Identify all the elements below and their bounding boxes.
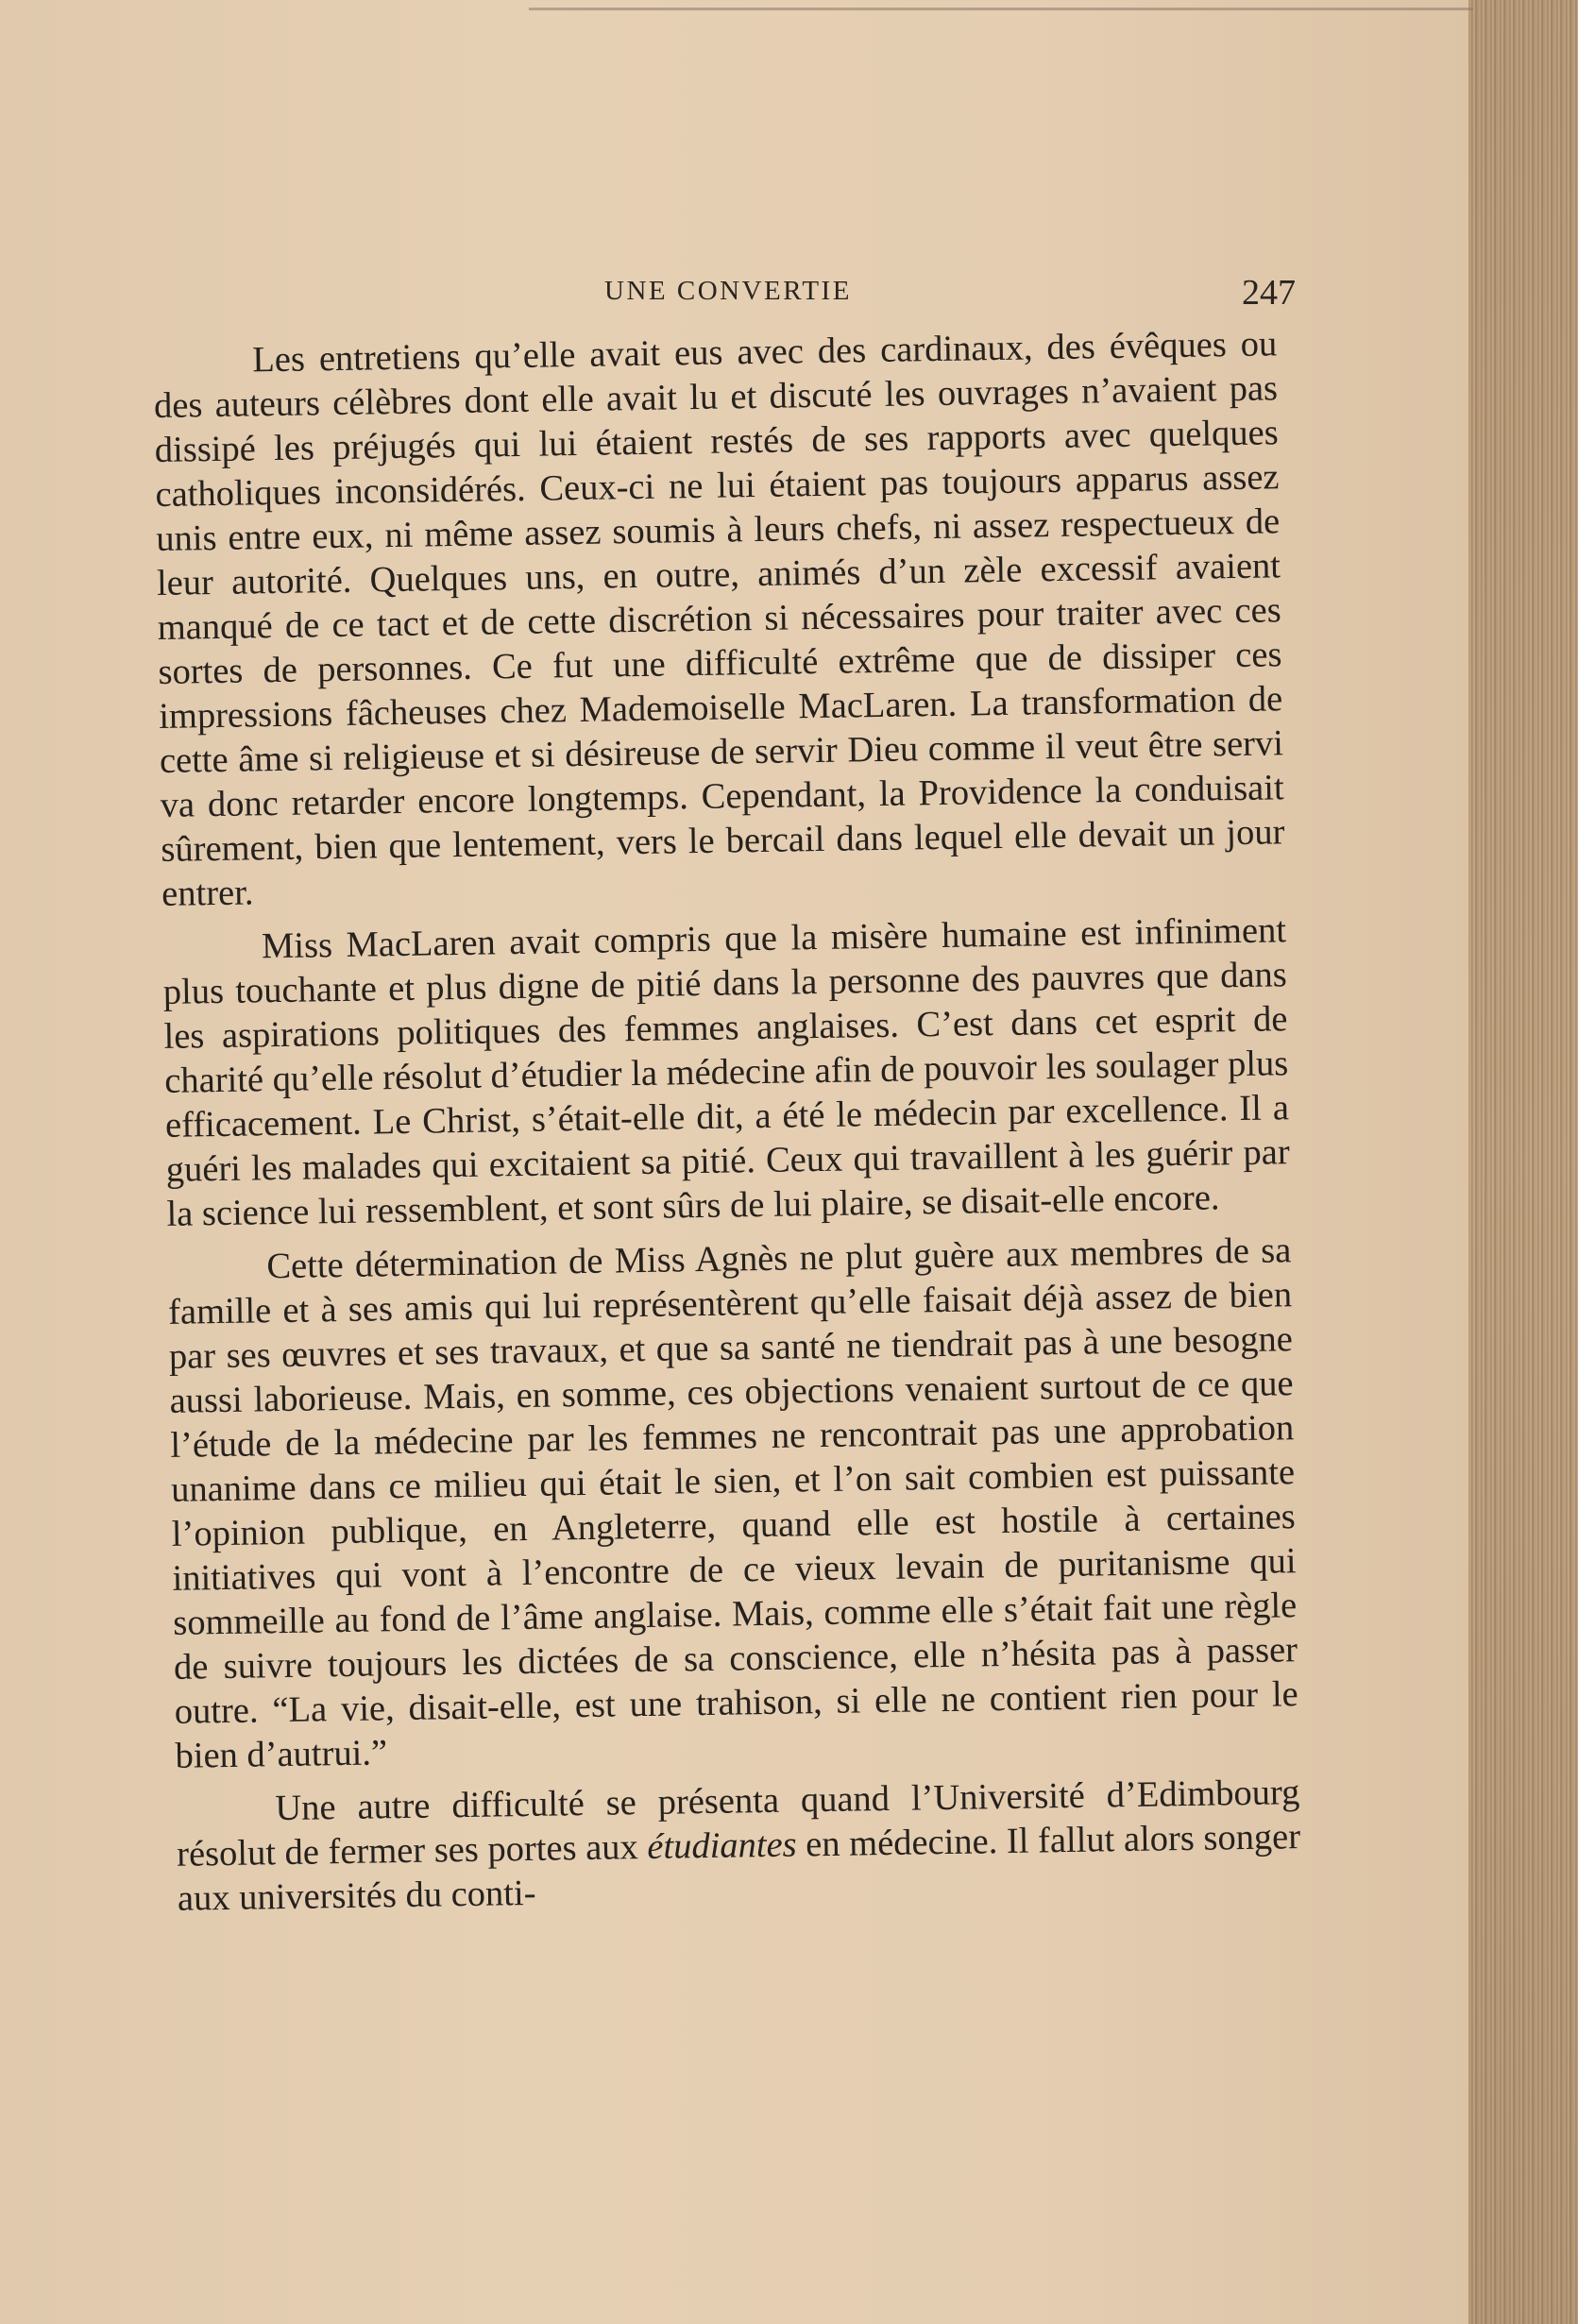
running-head: UNE CONVERTIE [604,276,852,306]
paragraph-1: Les entretiens qu’elle avait eus avec des cardinaux, des évêques ou des auteurs célèbres dont elle avait lu et discuté les ouvrages n’avaient pas dissipé les préjugés qui lui étaient restés de ses rapports avec quelques catholiques inconsidérés. Ceux-ci ne lui étaient pas toujours apparus assez unis entre eux, ni même assez soumis à leurs chefs, ni assez respectueux de leur autorité. Quelques uns, en outre, animés d’un zèle excessif avaient manqué de ce tact et de cette discrétion si nécessaires pour traiter avec ces sortes de personnes. Ce fut une difficulté extrême que de dissiper ces impressions fâcheuses chez Mademoiselle MacLaren. La transformation de cette âme si religieuse et si désireuse de servir Dieu comme il veut être servi va donc retarder encore longtemps. Cependant, la Providence la conduisait sûrement, bien que lentement, vers le bercail dans lequel elle devait un jour entrer. [153,324,1285,914]
book-fore-edge [1468,0,1578,2324]
paragraph-4 [176,1771,1301,1922]
body-text [153,322,1301,1930]
scan-edge-line [529,8,1473,10]
paragraph-2: Miss MacLaren avait compris que la misère humaine est infiniment plus touchante et plus digne de pitié dans la personne des pauvres que dans les aspirations politiques des femmes anglaises. C’est dans cet esprit de charité qu’elle résolut d’étudier la médecine afin de pouvoir les soulager plus efficacement. Le Christ, s’était-elle dit, a été le médecin par excellence. Il a guéri les malades qui excitaient sa pitié. Ceux qui travaillent à les guérir par la science lui ressemblent, et sont sûrs de lui plaire, se disait-elle encore. [162,910,1290,1234]
paragraph-4-emphasis: étudiantes [647,1824,797,1867]
paragraph-3: Cette détermination de Miss Agnès ne plut guère aux membres de sa famille et à ses amis qui lui représentèrent qu’elle faisait déjà assez de bien par ses œuvres et ses travaux, et que sa santé ne tiendrait pas à une besogne aussi laborieuse. Mais, en somme, ces objections venaient surtout de ce que l’étude de la médecine par les femmes ne rencontrait pas une approbation unanime dans ce milieu qui était le sien, et l’on sait combien est puissante l’opinion publique, en Angleterre, quand elle est hostile à certaines initiatives qui vont à l’encontre de ce vieux levain de puritanisme qui sommeille au fond de l’âme anglaise. Mais, comme elle s’était fait une règle de suivre toujours les dictées de sa conscience, elle n’hésita pas à passer outre. “La vie, disait-elle, est une trahison, si elle ne contient rien pour le bien d’autrui.” [167,1230,1299,1776]
paragraph-4-text-after: en médecine. Il fallut alors songer aux universités du conti- [177,1817,1301,1919]
page-header [170,272,1296,319]
page-number: 247 [1242,273,1296,313]
paragraph-4-text-before: Une autre difficulté se présenta quand l’Université d’Edimbourg résolut de fermer ses portes aux [176,1773,1300,1874]
